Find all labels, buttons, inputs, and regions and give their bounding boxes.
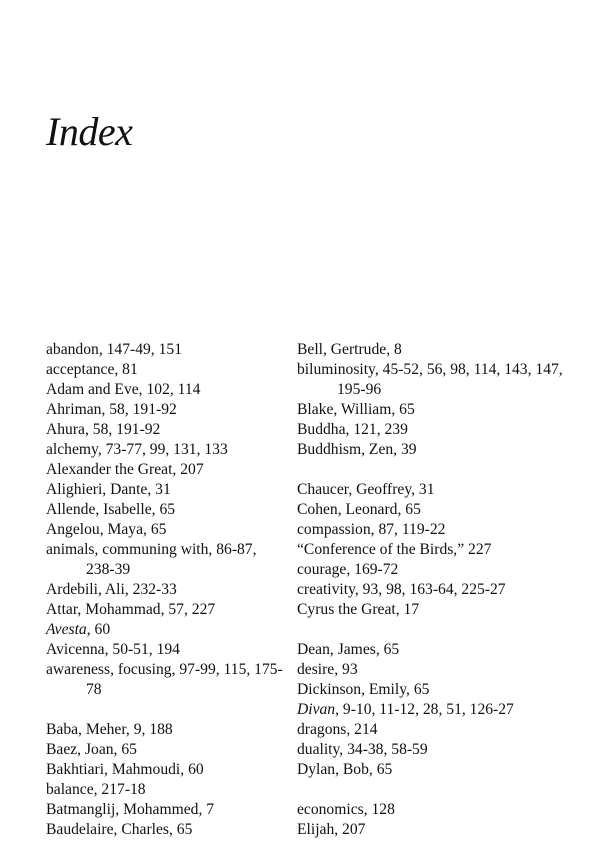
- index-term: Avicenna: [46, 641, 105, 658]
- letter-group-gap: [297, 780, 587, 800]
- index-page-numbers: , 65: [143, 521, 167, 538]
- index-entry: [46, 820, 286, 840]
- index-page-numbers: , 97-99, 115, 175-78: [86, 661, 283, 698]
- index-page-numbers: , 128: [363, 801, 395, 818]
- index-term: Alighieri, Dante: [46, 481, 148, 498]
- index-entry: [46, 540, 286, 580]
- index-term: economics: [297, 801, 364, 818]
- index-page-numbers: , 60: [180, 761, 204, 778]
- index-page-numbers: , 31: [147, 481, 171, 498]
- index-term: Buddha: [297, 421, 346, 438]
- index-page-numbers: , 9, 188: [125, 721, 173, 738]
- index-term: abandon: [46, 341, 99, 358]
- index-page-numbers: , 34-38, 58-59: [339, 741, 428, 758]
- index-page-numbers: , 93, 98, 163-64, 225-27: [354, 581, 506, 598]
- index-page-numbers: , 9-10, 11-12, 28, 51, 126-27: [335, 701, 514, 718]
- page-title: Index: [46, 109, 133, 154]
- index-term: Ardebili, Ali: [46, 581, 125, 598]
- index-page-numbers: , 207: [334, 821, 366, 838]
- index-entry: [46, 360, 286, 380]
- index-entry: [297, 400, 587, 420]
- index-page-numbers: , 58, 191-92: [84, 421, 161, 438]
- index-page-numbers: , 232-33: [124, 581, 177, 598]
- index-term: animals, communing with: [46, 541, 209, 558]
- letter-group-gap: [297, 460, 587, 480]
- index-page-numbers: , 17: [395, 601, 420, 618]
- index-entry: [297, 480, 587, 500]
- index-page-numbers: , 65: [151, 501, 176, 518]
- index-term: Baez, Joan: [46, 741, 114, 758]
- index-term: awareness, focusing: [46, 661, 172, 678]
- index-entry: [46, 440, 286, 460]
- index-page-numbers: , 207: [172, 461, 204, 478]
- letter-group-gap: [46, 700, 286, 720]
- index-entry: [297, 540, 587, 560]
- index-entry: [46, 720, 286, 740]
- index-entry: [46, 800, 286, 820]
- index-entry: [297, 440, 587, 460]
- index-term: Baba, Meher: [46, 721, 126, 738]
- index-term: Cyrus the Great: [297, 601, 396, 618]
- index-term: Chaucer, Geoffrey: [297, 481, 412, 498]
- index-page-numbers: , 65: [397, 501, 421, 518]
- index-entry: [46, 600, 286, 620]
- letter-group-gap: [297, 620, 587, 640]
- index-entry: [297, 820, 587, 840]
- index-entry: [297, 560, 587, 580]
- index-page-numbers: , 102, 114: [138, 381, 201, 398]
- index-term: Adam and Eve: [46, 381, 139, 398]
- index-term: duality: [297, 741, 340, 758]
- index-term: Ahriman: [46, 401, 102, 418]
- index-entry: [46, 620, 286, 640]
- index-term: Divan: [297, 701, 336, 718]
- index-term: acceptance: [46, 361, 115, 378]
- index-page-numbers: , 39: [393, 441, 417, 458]
- index-entry: [297, 700, 587, 720]
- index-page-numbers: , 169-72: [346, 561, 399, 578]
- index-entry: [297, 580, 587, 600]
- index-entry: [297, 520, 587, 540]
- index-entry: [297, 500, 587, 520]
- index-entry: [46, 640, 286, 660]
- index-term: biluminosity: [297, 361, 375, 378]
- index-entry: [46, 500, 286, 520]
- index-entry: [46, 660, 286, 700]
- index-term: courage: [297, 561, 347, 578]
- index-page-numbers: , 58, 191-92: [101, 401, 177, 418]
- index-page-numbers: , 31: [411, 481, 435, 498]
- index-entry: [297, 680, 587, 700]
- index-term: Baudelaire, Charles: [46, 821, 169, 838]
- index-entry: [297, 360, 587, 400]
- index-entry: [297, 420, 587, 440]
- index-page-numbers: , 147-49, 151: [98, 341, 182, 358]
- index-page-numbers: , 50-51, 194: [104, 641, 180, 658]
- index-term: Bell, Gertrude: [297, 341, 387, 358]
- index-term: Angelou, Maya: [46, 521, 144, 538]
- index-entry: [46, 340, 286, 360]
- index-entry: [297, 740, 587, 760]
- index-entry: [46, 420, 286, 440]
- index-entry: [297, 340, 587, 360]
- index-page-numbers: , 65: [113, 741, 137, 758]
- index-entry: [46, 740, 286, 760]
- index-entry: [46, 380, 286, 400]
- index-term: Blake, William: [297, 401, 392, 418]
- index-entry: [297, 760, 587, 780]
- index-page-numbers: , 73-77, 99, 131, 133: [97, 441, 228, 458]
- index-entry: [297, 800, 587, 820]
- index-page-numbers: , 65: [406, 681, 430, 698]
- index-page-numbers: , 65: [368, 761, 393, 778]
- index-entry: [46, 760, 286, 780]
- index-term: Avesta: [46, 621, 87, 638]
- index-entry: [297, 660, 587, 680]
- index-page-numbers: , 121, 239: [345, 421, 408, 438]
- index-term: Cohen, Leonard: [297, 501, 398, 518]
- index-term: Allende, Isabelle: [46, 501, 152, 518]
- index-term: balance: [46, 781, 94, 798]
- index-entry: [46, 520, 286, 540]
- index-entry: [46, 780, 286, 800]
- index-entry: [297, 640, 587, 660]
- index-term: Elijah: [297, 821, 335, 838]
- index-page-numbers: , 217-18: [93, 781, 146, 798]
- index-term: “Conference of the Birds,”: [297, 541, 465, 558]
- index-term: Dickinson, Emily: [297, 681, 407, 698]
- index-page-numbers: , 57, 227: [160, 601, 216, 618]
- index-page-numbers: , 214: [346, 721, 378, 738]
- index-page-numbers: , 65: [168, 821, 193, 838]
- index-term: Bakhtiari, Mahmoudi: [46, 761, 181, 778]
- index-term: desire: [297, 661, 335, 678]
- index-column-left: [46, 340, 286, 840]
- index-entry: [297, 600, 587, 620]
- index-column-right: [297, 340, 587, 840]
- index-term: Dylan, Bob: [297, 761, 369, 778]
- index-page-numbers: , 65: [375, 641, 400, 658]
- index-page-numbers: , 86-87, 238-39: [86, 541, 257, 578]
- index-page-numbers: , 8: [386, 341, 402, 358]
- index-entry: [46, 460, 286, 480]
- index-entry: [297, 720, 587, 740]
- index-page-numbers: , 45-52, 56, 98, 114, 143, 147, 195-96: [337, 361, 563, 398]
- index-term: Buddhism, Zen: [297, 441, 394, 458]
- index-page-numbers: , 60: [86, 621, 111, 638]
- index-term: Batmanglij, Mohammed: [46, 801, 199, 818]
- index-page-numbers: , 7: [198, 801, 215, 818]
- index-term: dragons: [297, 721, 347, 738]
- index-term: Ahura: [46, 421, 85, 438]
- index-page-numbers: , 81: [114, 361, 138, 378]
- index-term: Attar, Mohammad: [46, 601, 161, 618]
- index-term: Dean, James: [297, 641, 376, 658]
- index-page-numbers: , 93: [334, 661, 358, 678]
- index-term: compassion: [297, 521, 371, 538]
- index-page-numbers: , 87, 119-22: [370, 521, 446, 538]
- index-term: creativity: [297, 581, 355, 598]
- index-page-numbers: , 65: [391, 401, 415, 418]
- index-entry: [46, 480, 286, 500]
- index-term: alchemy: [46, 441, 98, 458]
- index-page-numbers: 227: [464, 541, 492, 558]
- index-entry: [46, 400, 286, 420]
- index-entry: [46, 580, 286, 600]
- index-term: Alexander the Great: [46, 461, 173, 478]
